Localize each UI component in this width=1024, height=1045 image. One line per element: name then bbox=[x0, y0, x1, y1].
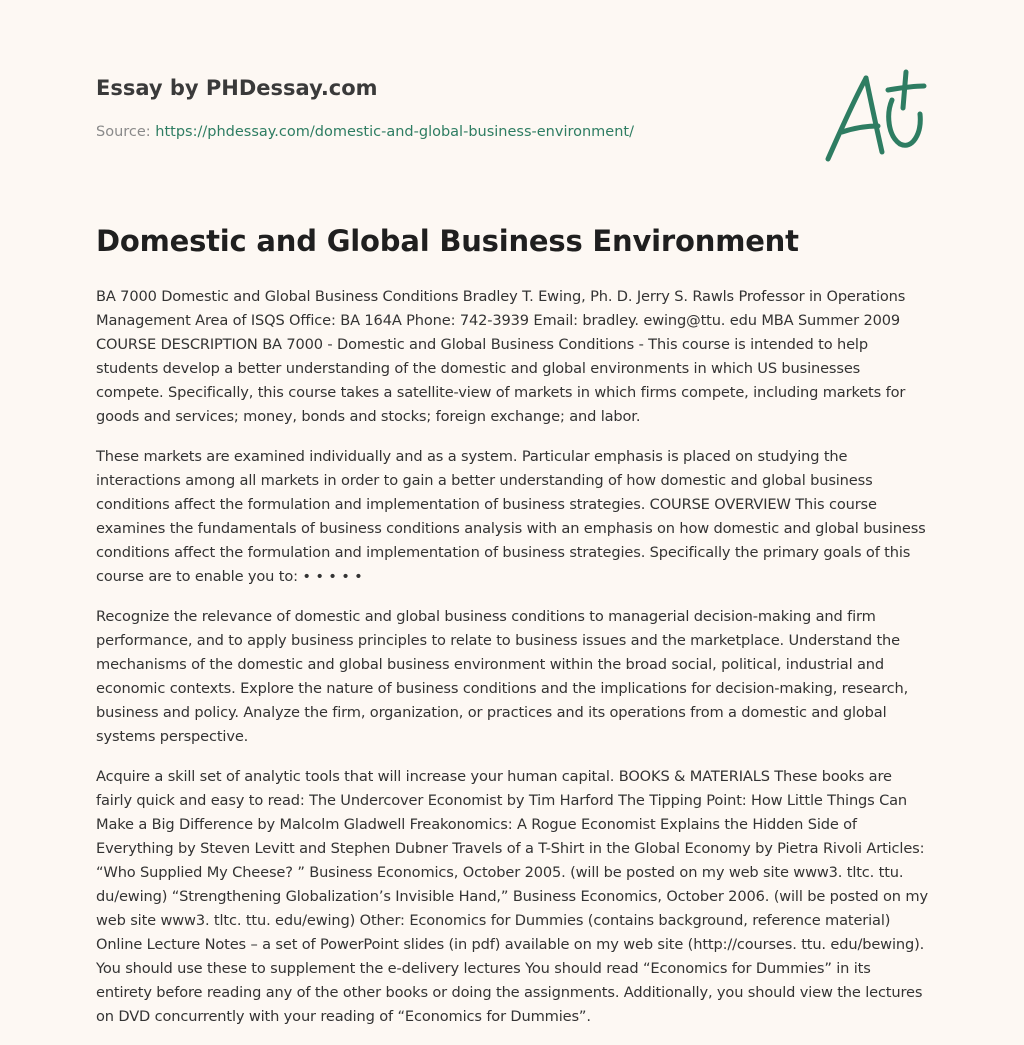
paragraph: BA 7000 Domestic and Global Business Conditions Bradley T. Ewing, Ph. D. Jerry S. Rawls Professor in Operations Management Area of ISQS Office: BA 164A Phone: 742-3939 Email: bradley. ewing@ttu. edu MBA Summer 2009 COURSE DESCRIPTION BA 7000 - Domestic and Global Business Conditions - This course is intended to help students develop a better understanding of the domestic and global environments in which US businesses compete. Specifically, this course takes a satellite-view of markets in which firms compete, including markets for goods and services; money, bonds and stocks; foreign exchange; and labor. bbox=[96, 288, 906, 425]
source-label: Source: bbox=[96, 124, 151, 140]
paragraph: Recognize the relevance of domestic and global business conditions to managerial decision-making and firm performance, and to apply business principles to relate to business issues and the marketplace. Understand the mechanisms of the domestic and global business environment within the broad social, political, industrial and economic contexts. Explore the nature of business conditions and the implications for decision-making, research, business and policy. Analyze the firm, organization, or practices and its operations from a domestic and global systems perspective. bbox=[96, 608, 909, 745]
paragraph: These markets are examined individually and as a system. Particular emphasis is placed on studying the interactions among all markets in order to gain a better understanding of how domestic and global business conditions affect the formulation and implementation of business strategies. COURSE OVERVIEW This course examines the fundamentals of business conditions analysis with an emphasis on how domestic and global business conditions affect the formulation and implementation of business strategies. Specifically the primary goals of this course are to enable you to: • • • • • bbox=[96, 448, 926, 585]
paragraph: Acquire a skill set of analytic tools that will increase your human capital. BOOKS & MATERIALS These books are fairly quick and easy to read: The Undercover Economist by Tim Harford The Tipping Point: How Little Things Can Make a Big Difference by Malcolm Gladwell Freakonomics: A Rogue Economist Explains the Hidden Side of Everything by Steven Levitt and Stephen Dubner Travels of a T-Shirt in the Global Economy by Pietra Rivoli Articles: “Who Supplied My Cheese? ” Business Economics, October 2005. (will be posted on my web site www3. tltc. ttu. du/ewing) “Strengthening Globalization’s Invisible Hand,” Business Economics, October 2006. (will be posted on my web site www3. tltc. ttu. edu/ewing) Other: Economics for Dummies (contains background, reference material) Online Lecture Notes – a set of PowerPoint slides (in pdf) available on my web site (http://courses. ttu. edu/bewing). You should use these to supplement the e-delivery lectures You should read “Economics for Dummies” in its entirety before reading any of the other books or doing the assignments. Additionally, you should view the lectures on DVD concurrently with your reading of “Economics for Dummies”. bbox=[96, 768, 928, 1025]
article-body bbox=[96, 285, 928, 1045]
a-plus-logo-icon bbox=[818, 66, 930, 166]
article-title: Domestic and Global Business Environment bbox=[96, 224, 799, 258]
source-link[interactable]: https://phdessay.com/domestic-and-global-business-environment/ bbox=[155, 124, 634, 140]
site-name: Essay by PHDessay.com bbox=[96, 76, 378, 100]
source-line bbox=[96, 124, 634, 140]
